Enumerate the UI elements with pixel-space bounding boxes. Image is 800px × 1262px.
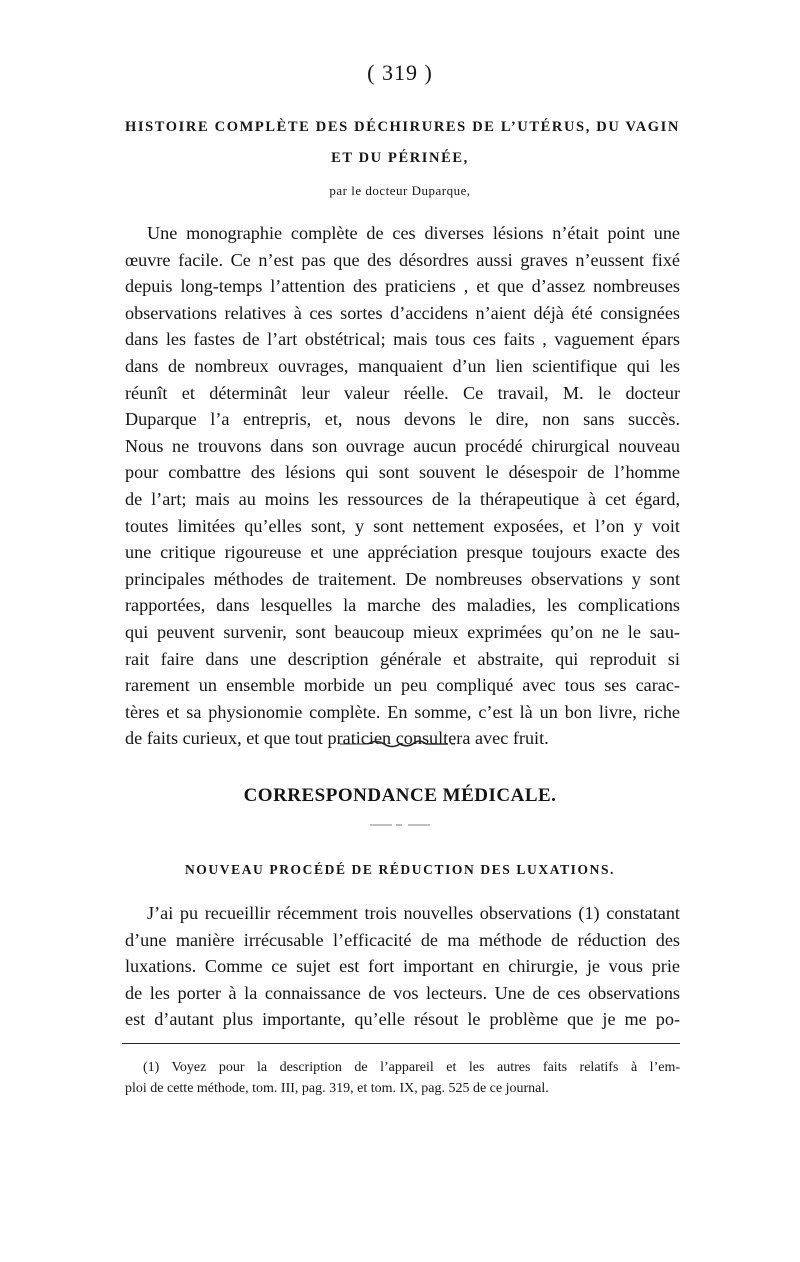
text-line: pour combattre des lésions qui sont souvent le désespoir de l’homme [125, 462, 680, 483]
section-title: CORRESPONDANCE MÉDICALE. [243, 785, 557, 806]
footnote-rule [122, 1043, 680, 1044]
text-line: Une monographie complète de ces diverses lésions n’était point une [147, 223, 680, 243]
review-paragraph [125, 220, 680, 752]
text-line: rapportées, dans lesquelles la marche des maladies, les complications [125, 595, 680, 616]
text-line: depuis long-temps l’attention des praticiens , et que d’assez nombreuses [125, 276, 680, 297]
review-byline: par le docteur Duparque, [329, 183, 471, 198]
text-line: qui peuvent survenir, sont beaucoup mieux exprimées qu’on ne le sau- [125, 621, 680, 642]
text-line: rait faire dans une description générale et abstraite, qui reproduit si [125, 648, 680, 669]
text-line: J’ai pu recueillir récemment trois nouvelles observations (1) constatant [147, 903, 680, 923]
review-title-line-1: HISTOIRE COMPLÈTE DES DÉCHIRURES DE L’UTÉRUS, DU VAGIN [125, 119, 680, 135]
text-line: Duparque l’a entrepris, et, nous devons le dire, non sans succès. [125, 409, 680, 430]
correspondence-paragraph [125, 900, 680, 1033]
text-line: de l’art; mais au moins les ressources de la thérapeutique à cet égard, [125, 488, 680, 509]
text-line: rarement un ensemble morbide un peu compliqué avec tous ses carac- [125, 675, 680, 696]
page-number: ( 319 ) [367, 60, 433, 85]
review-title-line-2: ET DU PÉRINÉE, [331, 150, 469, 166]
footnote-line: (1) Voyez pour la description de l’appareil et les autres faits relatifs à l’em- [143, 1060, 680, 1075]
footnote [125, 1057, 680, 1099]
text-line: œuvre facile. Ce n’est pas que des désordres aussi graves n’eussent fixé [125, 249, 680, 270]
text-line: luxations. Comme ce sujet est fort important en chirurgie, je vous prie [125, 956, 680, 977]
text-line: de faits curieux, et que tout praticien consultera avec fruit. [125, 728, 549, 749]
text-line: toutes limitées qu’elles sont, y sont nettement exposées, et l’on y voit [125, 515, 680, 536]
section-divider-ornament [340, 736, 455, 750]
text-line: est d’autant plus importante, qu’elle résout le problème que je me po- [125, 1009, 680, 1030]
text-line: dans de nombreux ouvrages, manquaient d’un lien scientifique qui les [125, 355, 680, 376]
text-line: une critique rigoureuse et une appréciation presque toujours exacte des [125, 542, 680, 563]
text-line: tères et sa physionomie complète. En somme, c’est là un bon livre, riche [125, 701, 680, 722]
text-line: observations relatives à ces sortes d’accidens n’aient déjà été consignées [125, 302, 680, 323]
text-line: de les porter à la connaissance de vos lecteurs. Une de ces observations [125, 982, 680, 1003]
short-divider [370, 823, 430, 827]
text-line: réunît et déterminât leur valeur réelle. Ce travail, M. le docteur [125, 382, 680, 403]
text-line: d’une manière irrécusable l’efficacité de ma méthode de réduction des [125, 929, 680, 950]
text-line: dans les fastes de l’art obstétrical; mais tous ces faits , vaguement épars [125, 329, 680, 350]
text-line: Nous ne trouvons dans son ouvrage aucun procédé chirurgical nouveau [125, 435, 680, 456]
footnote-line: ploi de cette méthode, tom. III, pag. 319, et tom. IX, pag. 525 de ce journal. [125, 1081, 549, 1096]
text-line: principales méthodes de traitement. De nombreuses observations y sont [125, 568, 680, 589]
article-subtitle: NOUVEAU PROCÉDÉ DE RÉDUCTION DES LUXATIONS. [184, 862, 616, 877]
